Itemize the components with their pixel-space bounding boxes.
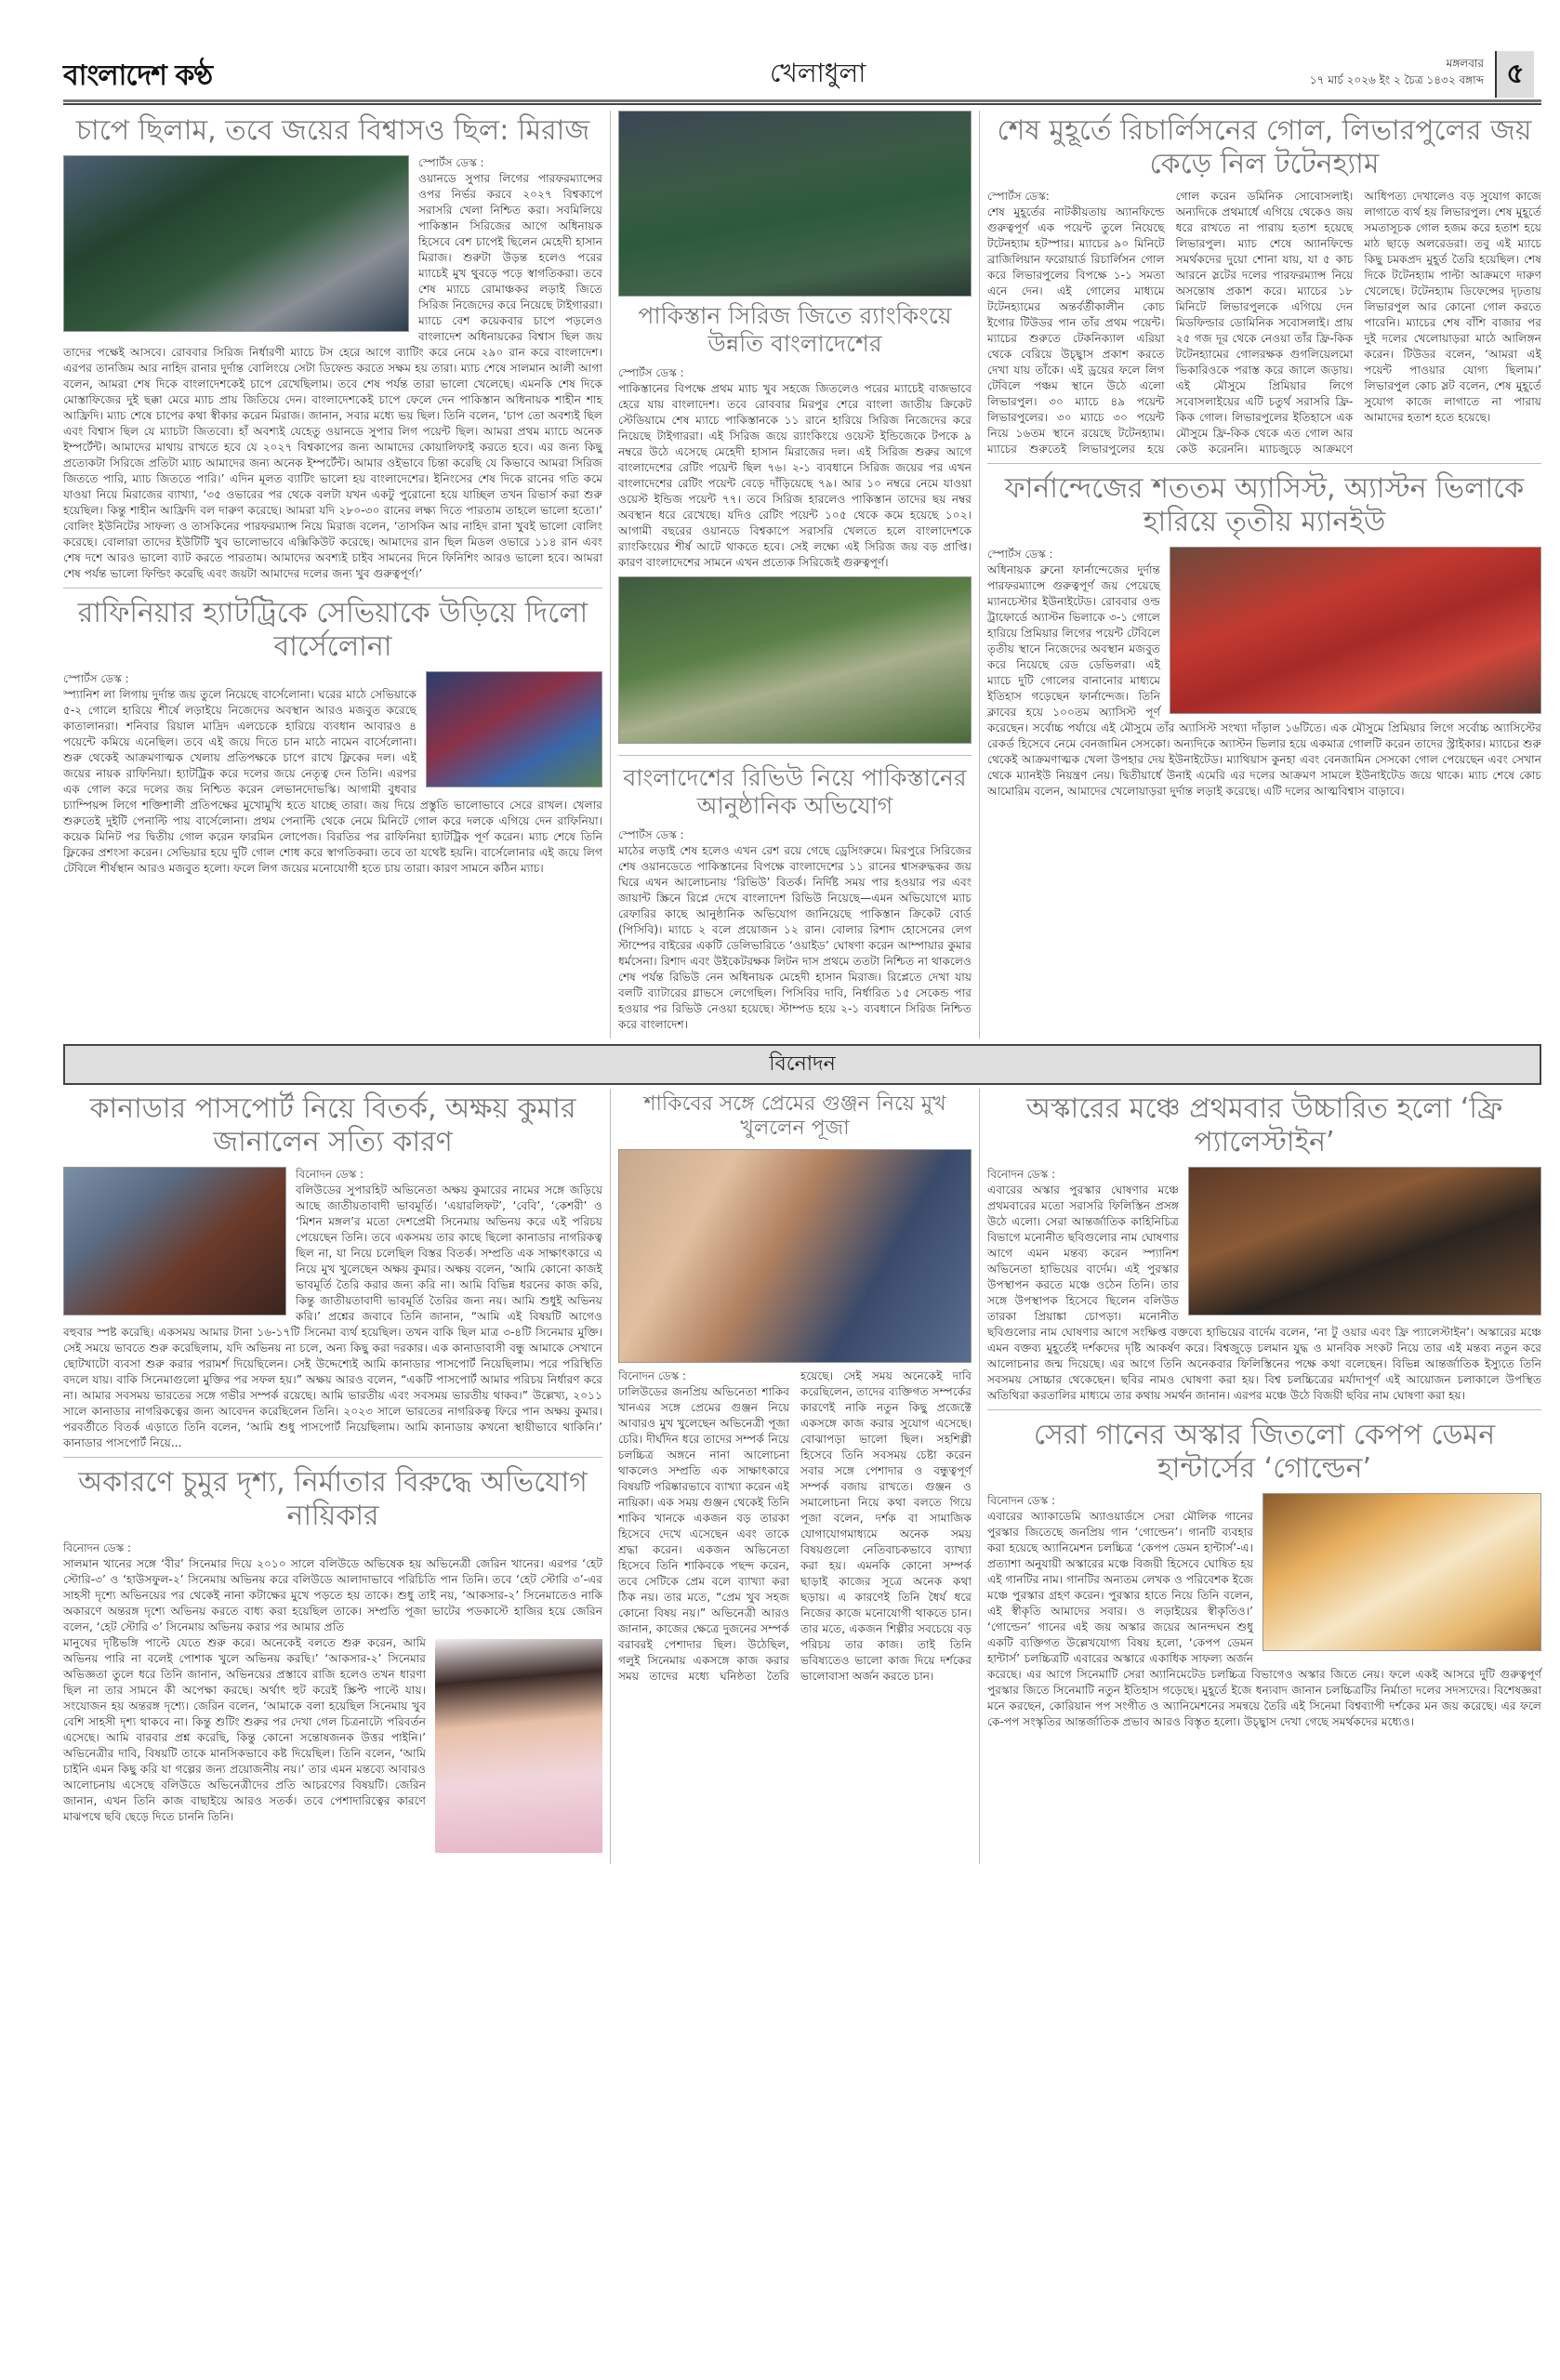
photo-bangladesh-team [618, 111, 972, 297]
headline-ranking[interactable]: পাকিস্তান সিরিজ জিতে র‍্যাংকিংয়ে উন্নতি বাংলাদেশের [638, 302, 952, 357]
desk-label: স্পোর্টস ডেস্ক : [418, 156, 484, 169]
article-oscar-body: বিনোদন ডেস্ক : এবারের অস্কার পুরস্কার ঘোষণার মঞ্চে প্রথমবারের মতো সরাসরি ফিলিস্তিন প্রসঙ্গ উঠে এলো। সেরা আন্তর্জাতিক কাহিনিচিত্র বিভাগে মনোনীত ছবিগুলোর নাম ঘোষণার আগে এমন মন্তব্য করেন স্প্যানিশ অভিনেতা হাভিয়ের বার্দেম। এই পুরস্কার উপস্থাপন করতে মঞ্চে ওঠেন তিনি। তার সঙ্গে উপস্থাপক হিসেবে ছিলেন বলিউড তারকা প্রিয়াঙ্কা চোপড়া। মনোনীত ছবিগুলোর নাম ঘোষণার আগে সংক্ষিপ্ত বক্তব্যে হাভিয়ের বার্দেম বলেন, ‘না টু ওয়ার এবং ফ্রি প্যালেস্টাইন’। অস্কারের মঞ্চে এমন বক্তব্য মুহূর্তেই দর্শকদের দৃষ্টি আকর্ষণ করে। বিশ্বজুড়ে চলমান যুদ্ধ ও মানবিক সংকট নিয়ে তার এই মন্তব্য নতুন করে আলোচনার জন্ম দিয়েছে। এর আগে তিনি অনেকবার ফিলিস্তিনের পক্ষে কথা বলেছেন। বিভিন্ন আন্তর্জাতিক ইস্যুতে তিনি সবসময় সোচ্চার থেকেছেন। ছবির নামও ঘোষণা করা হয়। বিশ্ব চলচ্চিত্রের মর্যাদাপূর্ণ এই আয়োজন চলাকালে উপস্থিত অতিথিরা করতালির মাধ্যমে তার কথায় সমর্থন জানান। এরপর মঞ্চে উঠে বিজয়ী ছবির নাম ঘোষণা করা হয়। [987, 1168, 1541, 1402]
ent-col-middle [610, 1089, 972, 1864]
headline-golden[interactable]: সেরা গানের অস্কার জিতলো কেপপ ডেমন হান্টার্সের ‘গোল্ডেন’ [1033, 1419, 1496, 1485]
article-fernandes [987, 463, 1541, 805]
newspaper-logo: বাংলাদেশ কণ্ঠ [63, 60, 213, 92]
photo-oscar-presenters [1188, 1167, 1541, 1316]
masthead [63, 51, 1541, 98]
masthead-rule [63, 99, 1541, 105]
headline-zareen[interactable]: অকারণে চুমুর দৃশ্য, নির্মাতার বিরুদ্ধে অভিযোগ নায়িকার [78, 1466, 588, 1532]
article-puja-body: বিনোদন ডেস্ক : ঢালিউডের জনপ্রিয় অভিনেতা শাকিব খানএর সঙ্গে প্রেমের গুঞ্জন নিয়ে আবারও মুখ খুলেছেন অভিনেত্রী পূজা চেরি। দীর্ঘদিন ধরে তাদের সম্পর্ক নিয়ে চলচ্চিত্র অঙ্গনে নানা আলোচনা থাকলেও সম্প্রতি এক সাক্ষাৎকারে বিষয়টি পরিষ্কারভাবে ব্যাখ্যা করেন এই নায়িকা। এক সময় গুঞ্জন থেকেই তিনি শাকিব খানকে একজন বড় তারকা হিসেবে দেখে এসেছেন এবং তাকে শ্রদ্ধা করেন। একজন অভিনেতা হিসেবে তিনি শাকিবকে পছন্দ করেন, তবে সেটিকে প্রেম বলে ব্যাখ্যা করা ঠিক নয়। তার মতে, “প্রেম খুব সহজ কোনো বিষয় নয়।” অভিনেত্রী আরও জানান, কাজের ক্ষেত্রে দুজনের সম্পর্ক বরাবরই পেশাদার ছিল। উঠেছিল, গলুই সিনেমায় একসঙ্গে কাজ করার সময় তাদের মধ্যে ঘনিষ্ঠতা তৈরি হয়েছে। সেই সময় অনেকেই দাবি করেছিলেন, তাদের ব্যক্তিগত সম্পর্কের কারণেই নাকি নতুন কিছু প্রজেক্টে একসঙ্গে কাজ করার সুযোগ এসেছে। বোঝাপড়া ভালো ছিল। সহশিল্পী হিসেবে তিনি সবসময় চেষ্টা করেন সবার সঙ্গে পেশাদার ও বন্ধুত্বপূর্ণ সম্পর্ক বজায় রাখতে। গুঞ্জন ও সমালোচনা নিয়ে কথা বলতে গিয়ে পূজা বলেন, দর্শক বা সামাজিক যোগাযোগমাধ্যমে অনেক সময় বিষয়গুলো নেতিবাচকভাবে ব্যাখ্যা করা হয়। এমনকি কোনো সম্পর্ক ছাড়াই কাজের সূত্রে অনেক কথা ছড়ায়। এ কারণেই তিনি ধৈর্য ধরে নিজের কাজে মনোযোগী থাকতে চান। তার মতে, একজন শিল্পীর সবচেয়ে বড় পরিচয় তার কাজ। তাই তিনি ভবিষ্যতেও ভালো কাজ দিয়ে দর্শকের ভালোবাসা অর্জন করতে চান। [618, 1368, 972, 1683]
article-akshay-body: বিনোদন ডেস্ক : বলিউডের সুপারহিট অভিনেতা অক্ষয় কুমারের নামের সঙ্গে জড়িয়ে আছে জাতীয়তাবাদী ভাবমূর্তি। ‘এয়ারলিফট’, ‘বেবি’, ‘কেশরী’ ও ‘মিশন মঙ্গল’র মতো দেশপ্রেমী সিনেমায় অভিনয় করে এই পরিচয় পেয়েছেন তিনি। তবে একসময় তার কাছে ছিলো কানাডার নাগরিকত্ব ছিল না, যা নিয়ে চলেছিল বিস্তর বিতর্ক। সম্প্রতি এক সাক্ষাৎকারে এ নিয়ে মুখ খুলেছেন অক্ষয় কুমার। অক্ষয় বলেন, ‘আমি কোনো কাজই ভাবমূর্তি তৈরি করার জন্য করি না। আমি বিভিন্ন ধরনের কাজ করি, কিন্তু জাতীয়তাবাদী ভাবমূর্তি তৈরির জন্য নয়। আমি শুধুই অভিনয় করি।’ প্রশ্নের জবাবে তিনি জানান, “আমি এই বিষয়টি আগেও বহুবার স্পষ্ট করেছি। একসময় আমার টানা ১৬-১৭টি সিনেমা ব্যর্থ হয়েছিল। তখন বাকি ছিল মাত্র ৩-৪টি সিনেমার মুক্তি। সেই সময়ে ভাবতে শুরু করেছিলাম, যদি অভিনয় না চলে, অন্য কিছু করা দরকার। এক কানাডাবাসী বন্ধু আমাকে সেখানে ছোটখাটো ব্যবসা শুরু করার পরামর্শ দিয়েছিলেন। সেই উদ্দেশ্যেই আমি কানাডার পাসপোর্ট নিয়েছিলাম। পরে পরিস্থিতি বদলে যায়। বাকি সিনেমাগুলো মুক্তির পর সফল হয়।” অক্ষয় আরও বলেন, “একটি পাসপোর্ট আমার পরিচয় নির্ধারণ করে না। আমার সবসময় ভারতের সঙ্গে গভীর সম্পর্ক রয়েছে। আমি ভারতীয় এবং সবসময় ভারতীয় থাকব।” উল্লেখ্য, ২০১১ সালে কানাডার নাগরিকত্বের জন্য আবেদন করেছিলেন তিনি। ২০২৩ সালে ভারতের নাগরিকত্ব ফিরে পান অক্ষয় কুমার। পরবর্তীতে বিতর্ক এড়াতে তিনি বলেন, ‘আমি শুধু পাসপোর্ট নিয়েছিলাম। আমি কানাডায় কখনো স্থায়ীভাবে থাকিনি।’ কানাডার পাসপোর্ট নিয়ে... [63, 1168, 602, 1449]
photo-pakistan-batting [618, 576, 972, 744]
article-ranking-body: স্পোর্টস ডেস্ক : পাকিস্তানের বিপক্ষে প্রথম ম্যাচ খুব সহজে জিতলেও পরের ম্যাচেই বাজভাবে হেরে যায় বাংলাদেশ। তবে রোববার মিরপুর শেরে বাংলা জাতীয় ক্রিকেট স্টেডিয়ামে শেষ ম্যাচে পাকিস্তানকে ১১ রানে হারিয়ে সিরিজ নিজেদের করে নিয়েছে টাইগাররা। এই সিরিজ জয়ে র‍্যাংকিংয়ে ওয়েস্ট ইন্ডিজেকে টপকে ৯ নম্বরে উঠে এসেছে মেহেদী হাসান মিরাজের দল। এই সিরিজ শুরুর আগে বাংলাদেশের রেটিং পয়েন্ট ছিল ৭৬। ২-১ ব্যবধানে সিরিজ জয়ের পর এখন বাংলাদেশের রেটিং পয়েন্ট বেড়ে দাঁড়িয়েছে ৭৯। আর ১০ নম্বরে নেমে যাওয়া ওয়েস্ট ইন্ডিজ পয়েন্ট ৭৭। তবে সিরিজ হারলেও পাকিস্তান তাদের ছয় নম্বর অবস্থান ধরে রেখেছে। যদিও রেটিং পয়েন্ট ১০৫ থেকে কমে হয়েছে ১০২। আগামী বছরের ওয়ানডে বিশ্বকাপে সরাসরি খেলতে হলে বাংলাদেশকে র‍্যাংকিংয়ের শীর্ষ আটে থাকতে হবে। সেই লক্ষ্যে এই সিরিজ জয় বড় প্রাপ্তি। কারণ বাংলাদেশের সামনে এখন প্রত্যেক সিরিজেই গুরুত্বপূর্ণ। [618, 366, 972, 569]
article-miraz [63, 111, 602, 588]
article-richarlison-body: স্পোর্টস ডেস্ক: শেষ মুহূর্তের নাটকীয়তায় অ্যানফিল্ডে গুরুত্বপূর্ণ এক পয়েন্ট তুলে নিয়েছে টটেনহ্যাম হটস্পার। ম্যাচের ৯০ মিনিটে ব্রাজিলিয়ান ফরোয়ার্ড রিচার্লিসন গোল করে লিভারপুলের বিপক্ষে ১-১ সমতা এনে দেন। এই গোলের মাধ্যমে টটেনহ্যামের অন্তর্বর্তীকালীন কোচ ইগোর টিউডর পান তাঁর প্রথম পয়েন্ট। ম্যাচের শুরুতে টেকনিক্যাল এরিয়া থেকে বেরিয়ে উচ্ছ্বাস প্রকাশ করতে দেখা যায় তাঁকে। এই ড্রয়ের ফলে লিগ টেবিলে পঞ্চম স্থানে উঠে এলো লিভারপুল। ৩০ ম্যাচে ৪৯ পয়েন্ট লিভারপুলের। ৩০ ম্যাচে ৩০ পয়েন্ট নিয়ে ১৬তম স্থানে রয়েছে টটেনহ্যাম। ম্যাচের শুরুতেই লিভারপুলের হয়ে গোল করেন ডমিনিক সোবোসলাই। অন্যদিকে প্রথমার্ধে এগিয়ে থেকেও জয় ধরে রাখতে না পারায় হতাশ হয়েছে লিভারপুল। ম্যাচ শেষে অ্যানফিল্ডে সমর্থকদের দুয়ো শোনা যায়, যা ৫ কাচ আরনে স্লটের দলের পারফরম্যান্স নিয়ে অসন্তোষ প্রকাশ করে। ম্যাচের ১৮ মিনিটে লিভারপুলকে এগিয়ে দেন মিডফিল্ডার ডোমিনিক সবোসলাই। প্রায় ২৫ গজ দূর থেকে নেওয়া তাঁর ফ্রি-কিক টটেনহ্যামের গোলরক্ষক গুগলিয়েলমো ভিকারিওকে পরাস্ত করে জালে জড়ায়। এই মৌসুমে প্রিমিয়ার লিগে সবোসলাইয়ের এটি চতুর্থ সরাসরি ফ্রি-কিক গোল। লিভারপুলের ইতিহাসে এক মৌসুমে ফ্রি-কিক থেকে এত গোল আর কেউ করেননি। ম্যাচজুড়ে আক্রমণে আধিপত্য দেখালেও বড় সুযোগ কাজে লাগাতে ব্যর্থ হয় লিভারপুল। শেষ মুহূর্তে সমতাসূচক গোল হজম করে হতাশ হয়ে মাঠ ছাড়ে অলরেডরা। তবু এই ম্যাচে কিছু চমকপ্রদ মুহূর্ত তৈরি হয়েছিল। শেষ দিকে টটেনহ্যাম পাল্টা আক্রমণে দারুণ খেলেছে। টটেনহ্যাম ডিফেন্সের দৃঢ়তায় লিভারপুল আর কোনো গোল করতে পারেনি। ম্যাচের শেষ বাঁশি বাজার পর দুই দলের খেলোয়াড়রা মাঠে আলিঙ্গন করেন। টিউডর বলেন, ‘আমরা এই পয়েন্ট পাওয়ার যোগ্য ছিলাম।’ লিভারপুল কোচ স্লট বলেন, শেষ মুহূর্তে সুযোগ কাজে লাগাতে না পারায় আমাদের হতাশ হতে হয়েছে। [987, 190, 1541, 456]
article-golden-body: বিনোদন ডেস্ক : এবারের অ্যাকাডেমি অ্যাওয়ার্ডসে সেরা মৌলিক গানের পুরস্কার জিতেছে জনপ্রিয় গান ‘গোল্ডেন’। গানটি ব্যবহার করা হয়েছে অ্যানিমেশন চলচ্চিত্র ‘কেপপ ডেমন হান্টার্স’-এ। প্রত্যাশা অনুযায়ী অস্কারের মঞ্চে বিজয়ী হিসেবে ঘোষিত হয় এই গানটির নাম। গানটির অন্যতম লেখক ও পরিবেশক ইজে মঞ্চে পুরস্কার গ্রহণ করেন। পুরস্কার হাতে নিয়ে তিনি বলেন, এই স্বীকৃতি আমাদের সবার। ও লড়াইয়ের স্বীকৃতিও।’ ‘গোল্ডেন’ গানের এই জয় অস্কার জয়ের আনন্দঘন শুধু একটি ব্যক্তিগত উল্লেখযোগ্য বিষয় হলো, ‘কেপপ ডেমন হান্টার্স’ চলচ্চিত্রটি এবারের অস্কারে একাধিক সাফল্য অর্জন করেছে। এর আগে সিনেমাটি সেরা অ্যানিমেটেড চলচ্চিত্র বিভাগেও অস্কার জিতে নেয়। ফলে একই আসরে দুটি গুরুত্বপূর্ণ পুরস্কার জিতে সিনেমাটি নতুন ইতিহাস গড়েছে। মুহূর্তে ইজে ধন্যবাদ জানান চলচ্চিত্রটির নির্মাতা দলের সদস্যদের। বিশেষজ্ঞরা মনে করছেন, কোরিয়ান পপ সংগীত ও অ্যানিমেশনের সমন্বয়ে তৈরি এই সিনেমা বিশ্বব্যাপী দর্শকের মন জয় করেছে। এর ফলে কে-পপ সংস্কৃতির আন্তর্জাতিক প্রভাব আরও বিস্তৃত হলো। উচ্ছ্বাস দেখা গেছে সমর্থকদের মধ্যেও। [987, 1494, 1541, 1728]
photo-kpop-demon-hunters [1263, 1493, 1541, 1651]
headline-fernandes[interactable]: ফার্নান্দেজের শততম অ্যাসিস্ট, অ্যাস্টন ভিলাকে হারিয়ে তৃতীয় ম্যানইউ [1004, 472, 1525, 538]
sports-col-middle [610, 111, 972, 1038]
sports-band [63, 111, 1541, 1038]
article-golden [987, 1409, 1541, 1736]
headline-review[interactable]: বাংলাদেশের রিভিউ নিয়ে পাকিস্তানের আনুষ্ঠানিক অভিযোগ [623, 764, 967, 819]
weekday: মঙ্গলবার [1446, 57, 1484, 70]
article-fernandes-body: স্পোর্টস ডেস্ক : অধিনায়ক ব্রুনো ফার্নান্দেজের দুর্দান্ত পারফরম্যান্সে গুরুত্বপূর্ণ জয় পেয়েছে ম্যানচেস্টার ইউনাইটেড। রোববার ওল্ড ট্রাফোর্ডে অ্যাস্টন ভিলাকে ৩-১ গোলে হারিয়ে প্রিমিয়ার লিগের পয়েন্ট টেবিলে তৃতীয় স্থানে নিজেদের অবস্থান মজবুত করে নিয়েছে রেড ডেভিলরা। এই ম্যাচে দুটি গোলের বানানোর মাধ্যমে ইতিহাস গড়েছেন ফার্নান্দেজ। তিনি ক্লাবের হয়ে ১০০তম অ্যাসিস্ট পূর্ণ করেছেন। সর্বোচ্চ পর্যায়ে এই মৌসুমে তাঁর অ্যাসিস্ট সংখ্যা দাঁড়াল ১৬টিতে। এক মৌসুমে প্রিমিয়ার লিগে সর্বোচ্চ অ্যাসিস্টের রেকর্ড হিসেবে নেমে বেনজামিন সেসকো। অন্যদিকে অ্যাস্টন ভিলার হয়ে একমাত্র গোলটি করেন তাদের স্ট্রাইকার। ম্যাচের শুরু থেকেই আক্রমণাত্মক খেলা উপহার দেয় ইউনাইটেড। ম্যাথিয়াস কুনহা এবং বেনজামিন সেসকো গোল পেয়েছেন এবং সেখান থেকে ম্যানইউ নিয়ন্ত্রণ নেয়। দ্বিতীয়ার্ধে উনাই এমেরি এর দলের আক্রমণ সামলে ইউনাইটেড জয়ে থাকে। ম্যাচ শেষে কোচ আমোরিম বলেন, আমাদের খেলোয়াড়রা দুর্দান্ত লড়াই করেছে। এটি দলের আত্মবিশ্বাস বাড়াবে। [987, 548, 1541, 798]
sports-col-left [63, 111, 602, 1038]
sports-col-right [979, 111, 1541, 1038]
photo-zareen-khan [435, 1639, 602, 1853]
article-miraz-body: স্পোর্টস ডেস্ক : ওয়ানডে সুপার লিগের পারফরম্যান্সের ওপর নির্ভর করবে ২০২৭ বিশ্বকাপে সরাসরি খেলা নিশ্চিত করা। সবমিলিয়ে পাকিস্তান সিরিজের আগে অধিনায়ক হিসেবে বেশ চাপেই ছিলেন মেহেদী হাসান মিরাজ। শুরুটা উড়ন্ত হলেও পরের ম্যাচেই মুখ থুবড়ে পড়ে স্বাগতিকরা। তবে শেষ ম্যাচে রোমাঞ্চকর লড়াই জিতে সিরিজ নিজেদের করে নিয়েছে টাইগাররা। ম্যাচে বেশ কয়েকবার চাপে পড়লেও বাংলাদেশ অধিনায়কের বিশ্বাস ছিল জয় তাদের পক্ষেই আসবে। রোববার সিরিজ নির্ধারণী ম্যাচে টস হেরে আগে ব্যাটিং করে নেমে ২৯০ রান করে বাংলাদেশ। এরপর তানজিম আর নাহিদ রানার দুর্দান্ত বোলিংয়ে সেটা ডিফেন্ড করতে সক্ষম হয় তারা। ম্যাচ শেষে সালমান আলী আগা বলেন, আমরা শেষ দিকে বাংলাদেশকেই চাপে রেখেছিলাম। তবে শেষ পর্যন্ত তারা ভালো খেলেছে। এমনকি শেষ দিকে মোস্তাফিজের দুই ছক্কা মেরে ম্যাচ প্রায় জিতিয়ে দেন। বাংলাদেশকেই চাপে ফেলে দেন পাকিস্তান অধিনায়ক শাহীন শাহ আফ্রিদি। ম্যাচ শেষে চাপের কথা স্বীকার করেন মিরাজ। জানান, সবার মধ্যে ভয় ছিল। তিনি বলেন, ‘চাপ তো অবশ্যই ছিল এবং বিশ্বাস ছিল যে ম্যাচটা জিতবো। হাঁ অবশ্যই যেহেতু ওয়ানডে সুপার লিগ পয়েন্ট ছিল। আমরা প্রথম ম্যাচে অনেক ইম্পর্টেন্ট। আমাদের মাথায় রাখতে হবে যে ২০২৭ বিশ্বকাপের জন্য আমাদের কোয়ালিফাই করতে হবে। এর জন্য কিছু প্রত্যেকটা সিরিজে প্রতিটা ম্যাচ আমাদের জন্য অনেক ইম্পর্টেন্ট। আমার ওইভাবে চিন্তা করেছি যে কিভাবে আমরা সিরিজ জিততে পারি, ম্যাচ জিততে পারি।’ এদিন মূলত ব্যাটিং ভালো হয় বাংলাদেশের। ইনিংসের শেষ দিকে রানের গতি কমে যাওয়া নিয়ে মিরাজের ব্যাখ্যা, ‘৩৫ ওভারের পর থেকে বলটা যখন একটু পুরোনো হয়ে যাচ্ছিল তখন রিভার্স করা শুরু হয়েছিল। কিন্তু শাহীন আফ্রিদি বল দারুণ করেছে। আমরা যদি ২৮০-৩০ রানের লক্ষ্য দিতে পারতাম তাহলে ভালো হতো।’ বোলিং ইউনিটের সাফল্য ও তাসকিনের পারফরম্যান্স নিয়ে মিরাজ বলেন, ‘তাসকিন আর নাহিদ রানা খুবই ভালো বোলিং করেছে। বোলারা তাদের ইউটিটি খুব ভালোভাবে এক্সিকিউট করেছে। আমাদের রান ছিল মিডল ওভারে ১১৪ রান এবং শেষ দশে আরও ভালো ব্যাট করতে পারতাম। আমাদের অবশ্যই চাইব সামনের দিনে ফিনিশিং আরও ভালো হবে। আমরা শেষ পর্যন্ত ভালো ফিল্ডিং করেছি এবং জয়টা আমাদের দলের জন্য খুব গুরুত্বপূর্ণ।’ [63, 156, 602, 580]
date-block [1310, 55, 1484, 88]
photo-akshay-kumar [63, 1167, 286, 1316]
headline-miraz[interactable]: চাপে ছিলাম, তবে জয়ের বিশ্বাসও ছিল: মিরাজ [75, 114, 590, 147]
date-line: ১৭ মার্চ ২০২৬ ইং ২ চৈত্র ১৪৩২ বঙ্গাব্দ [1309, 73, 1484, 86]
headline-akshay[interactable]: কানাডার পাসপোর্ট নিয়ে বিতর্ক, অক্ষয় কুমার জানালেন সত্যি কারণ [89, 1092, 576, 1158]
photo-raphinha [426, 671, 602, 787]
article-raphinha-body: স্পোর্টস ডেস্ক : স্প্যানিশ লা লিগায় দুর্দান্ত জয় তুলে নিয়েছে বার্সেলোনা। ঘরের মাঠে সেভিয়াকে ৫-২ গোলে হারিয়ে শীর্ষে লড়াইয়ে নিজেদের অবস্থান আরও মজবুত করেছে কাতালানরা। শনিবার রিয়াল মাদ্রিদ এলচেকে হারিয়ে ব্যবধান আবারও ৪ পয়েন্টে কমিয়ে এনেছিল। তবে এই জয়ে দিতে চান মাঠে নামেন বার্সেলোনা। শুরু থেকেই আক্রমণাত্মক খেলায় প্রতিপক্ষকে চাপে রাখে ফ্লিকের দল। এই জয়ের নায়ক রাফিনিয়া। হ্যাটট্রিক করে দলের জয়ে নেতৃত্ব দেন তিনি। এরপর এক গোল করে দলের জয় নিশ্চিত করেন লেভানদোভস্কি। আগামী বুধবার চ্যাম্পিয়ন্স লিগে শক্তিশালী প্রতিপক্ষের মুখোমুখি হতে যাচ্ছে তারা। জয় দিয়ে প্রস্তুতি ভালোভাবে সেরে রাখল। খেলার শুরুতেই দুইটি পেনাল্টি পায় বার্সেলোনা। প্রথম পেনাল্টি থেকে নেমে মিনিটে গোল করে দলকে এগিয়ে দেন রাফিনিয়া। কয়েক মিনিট পর দ্বিতীয় গোল করেন ফারমিন লোপেজ। বিরতির পর রাফিনিয়া হ্যাটট্রিক পূর্ণ করেন। ম্যাচ শেষে তিনি ফ্লিকের প্রশংসা করেন। সেভিয়ার হয়ে দুটি গোল শোধ করে স্বাগতিকরা। তবে তা যথেষ্ট হয়নি। বার্সেলোনার এই জয়ে লিগ টেবিলে শীর্ষস্থান আরও মজবুত হলো। ফলে লিগ জয়ের মনোযোগী হতে চায় তারা। কারণ সামনে কঠিন ম্যাচ। [63, 672, 602, 875]
article-review [618, 755, 972, 1038]
ent-col-right [979, 1089, 1541, 1864]
ent-col-left [63, 1089, 602, 1864]
section-bar-entertainment: বিনোদন [63, 1044, 1541, 1085]
article-zareen-top: বিনোদন ডেস্ক : সালমান খানের সঙ্গে ‘বীর’ সিনেমার দিয়ে ২০১০ সালে বলিউডে অভিষেক হয় অভিনেত্রী জেরিন খানের। এরপর ‘হেট স্টোরি-৩’ ও ‘হাউসফুল-২’ সিনেমায় অভিনয় করে বলিউডে আলাদাভাবে পরিচিতি পান তিনি। তবে ‘হেট স্টোরি ৩’-এর সাহসী দৃশ্যে অভিনয়ের পর থেকেই নানা কটাক্ষের মুখে পড়তে হয় তাকে। শুধু তাই নয়, ‘আকসার-২’ সিনেমাতেও নাকি অকারণে অন্তরঙ্গ দৃশ্যে অভিনয় করতে বাধ্য করা হয়েছিল তাকে। সম্প্রতি পূজা ভাটের পডকাস্টে হাজির হয়ে জেরিন বলেন, ‘হেট স্টোরি ৩’ সিনেমায় অভিনয় করার পর আমার প্রতি [63, 1541, 602, 1633]
photo-man-utd-celebration [1170, 547, 1541, 714]
headline-puja[interactable]: শাকিবের সঙ্গে প্রেমের গুঞ্জন নিয়ে মুখ খুললেন পূজা [643, 1092, 946, 1141]
page-number: ৫ [1495, 51, 1534, 98]
section-title: খেলাধুলা [770, 58, 866, 88]
headline-raphinha[interactable]: রাফিনিয়ার হ্যাটট্রিকে সেভিয়াকে উড়িয়ে দিলো বার্সেলোনা [77, 597, 588, 663]
article-ranking [618, 111, 972, 755]
headline-oscar-palestine[interactable]: অস্কারের মঞ্চে প্রথমবার উচ্চারিত হলো ‘ফ্রি প্যালেস্টাইন’ [1025, 1092, 1503, 1158]
headline-richarlison[interactable]: শেষ মুহূর্তে রিচার্লিসনের গোল, লিভারপুলের জয় কেড়ে নিল টটেনহ্যাম [997, 114, 1532, 180]
article-akshay [63, 1089, 602, 1457]
article-richarlison [987, 111, 1541, 463]
article-review-body: স্পোর্টস ডেস্ক : মাঠের লড়াই শেষ হলেও এখন রেশ রয়ে গেছে ড্রেসিংরুমে। মিরপুরে সিরিজের শেষ ওয়ানডেতে পাকিস্তানের বিপক্ষে বাংলাদেশের ১১ রানের শ্বাসরুদ্ধকর জয় ঘিরে এখন আলোচনায় ‘রিভিউ’ বিতর্ক। নির্দিষ্ট সময় পার হওয়ার পর এবং জায়ান্ট স্ক্রিনে রিপ্লে দেখে বাংলাদেশ রিভিউ নিয়েছে—এমন অভিযোগে ম্যাচ রেফারির কাছে আনুষ্ঠানিক অভিযোগ জানিয়েছে পাকিস্তান ক্রিকেট বোর্ড (পিসিবি)। ম্যাচে ২ বলে প্রয়োজন ১২ রান। বোলার রিশাদ হোসেনের লেগ স্টাম্পের বাইরের একটি ডেলিভারিতে ‘ওয়াইড’ ঘোষণা করেন আম্পায়ার কুমার ধর্মসেনা। রিশাদ এবং উইকেটরক্ষক লিটন দাস প্রথমে ততটা নিশ্চিত না থাকলেও শেষ পর্যন্ত রিভিউ নেন অধিনায়ক মেহেদী হাসান মিরাজ। রিপ্লেতে দেখা যায় বলটি ব্যাটারের গ্লাভসে লেগেছিল। পিসিবির দাবি, নির্ধারিত ১৫ সেকেন্ড পার হওয়ার পর রিভিউ নেওয়া হয়েছে। স্টাম্পড হয়ে ২-১ ব্যবধানে সিরিজ নিশ্চিত করে বাংলাদেশ। [618, 828, 972, 1031]
entertainment-band [63, 1089, 1541, 1864]
article-puja [618, 1089, 972, 1690]
photo-miraz-trophy [63, 155, 409, 332]
article-zareen [63, 1457, 602, 1864]
article-zareen-bottom: মানুষের দৃষ্টিভঙ্গি পাল্টে যেতে শুরু করে। অনেকেই বলতে শুরু করেন, আমি অভিনয় পারি না বলেই পোশাক খুলে অভিনয় করছি।’ ‘আকসার-২’ সিনেমার অভিজ্ঞতা তুলে ধরে তিনি জানান, অভিনয়ের প্রস্তাবে রাজি হলেও তখন ধারণা ছিল না তার সামনে কী অপেক্ষা করছে। অর্থাৎ হুট করেই স্ক্রিপ্ট পাল্টে যায়। সংযোজন হয় অন্তরঙ্গ দৃশ্যে। জেরিন বলেন, ‘আমাকে বলা হয়েছিল সিনেমায় খুব বেশি সাহসী দৃশ্য থাকবে না। কিন্তু শুটিং শুরুর পর দেখা গেল চিত্রনাট্যে পরিবর্তন এসেছে। আমি বারবার প্রশ্ন করেছি, কিন্তু কোনো সন্তোষজনক উত্তর পাইনি।’ অভিনেত্রীর দাবি, বিষয়টি তাকে মানসিকভাবে কষ্ট দিয়েছিল। তিনি বলেন, ‘আমি চাইনি এমন কিছু করি যা গল্পের জন্য প্রয়োজনীয় নয়।’ তার এমন মন্তব্যে আবারও আলোচনায় এসেছে বলিউডে অভিনেত্রীদের প্রতি আচরণের বিষয়টি। জেরিন জানান, এখন তিনি কাজ বাছাইয়ে আরও সতর্ক। তবে পেশাদারিত্বের কারণে মাঝপথে ছবি ছেড়ে দিতে চাননি তিনি। [63, 1636, 426, 1823]
photo-puja-shakib [618, 1149, 972, 1363]
article-oscar-palestine [987, 1089, 1541, 1409]
article-raphinha [63, 588, 602, 882]
